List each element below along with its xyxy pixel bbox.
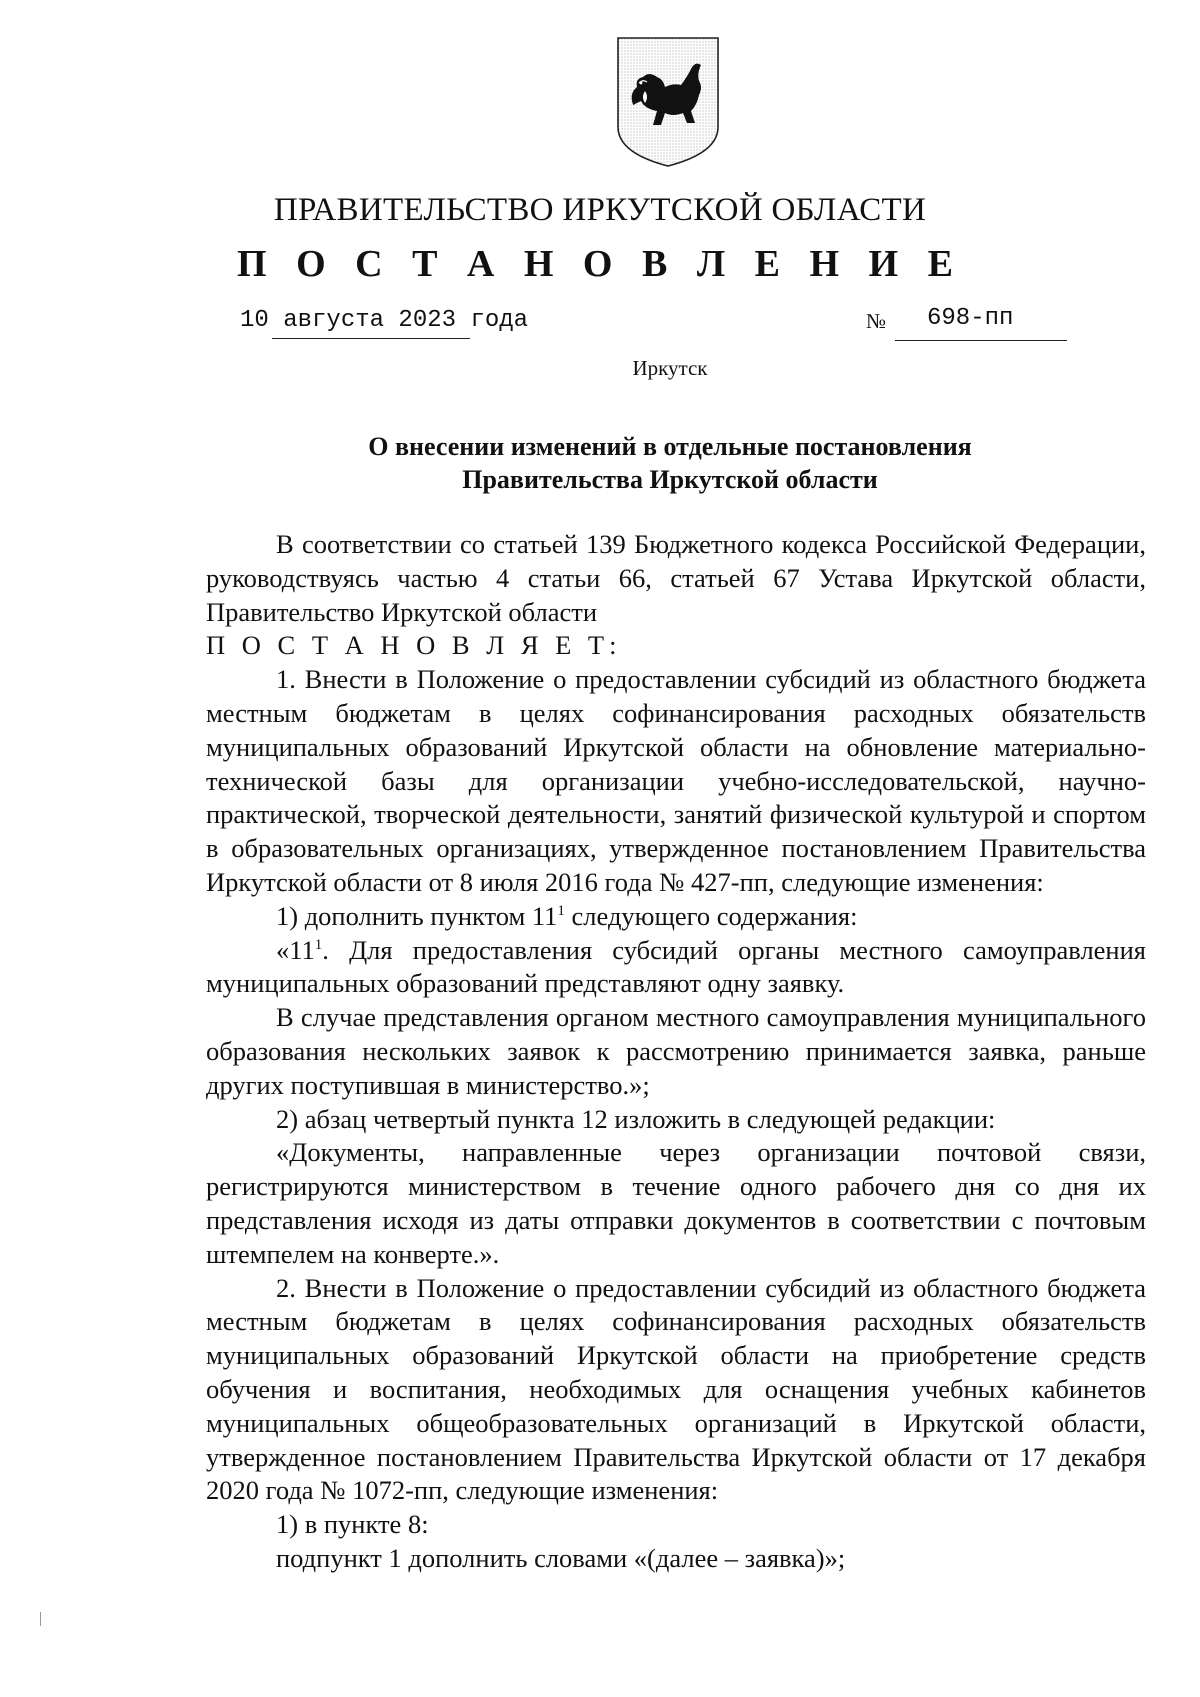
number-sign: № — [866, 309, 887, 333]
item-1-1-superscript: 1 — [557, 902, 565, 919]
title-line-1: О внесении изменений в отдельные постановления — [368, 432, 972, 461]
scan-edge-mark — [40, 1612, 41, 1626]
date-underline — [272, 338, 470, 339]
decree-word: П О С Т А Н О В Л Я Е Т: — [206, 630, 622, 661]
coat-of-arms-emblem — [615, 35, 721, 169]
title-line-2: Правительства Иркутской области — [462, 465, 878, 494]
item-2-1-paragraph: 1) в пункте 8: — [276, 1509, 429, 1540]
quote-3-paragraph: «Документы, направленные через организации почтовой связи, регистрируются министерством в течение одного рабочего дня со дня их представления исходя из даты отправки документов в соответствии с почтовым штемпелем на конверте.». — [206, 1137, 1146, 1269]
item-1-1-suffix: следующего содержания: — [564, 900, 858, 931]
item-1-1-prefix: 1) дополнить пунктом 11 — [276, 900, 558, 931]
document-type-heading: П О С Т А Н О В Л Е Н И Е — [237, 243, 963, 285]
item-1-paragraph: 1. Внести в Положение о предоставлении субсидий из областного бюджета местным бюджетам в целях софинансирования расходных обязательств муниципальных образований Иркутской области на обновление материально-технической базы для организации учебно-исследовательской, научно-практической, творческой деятельности, занятий физической культурой и спортом в образовательных организациях, утвержденное постановлением Правительства Иркутской области от 8 июля 2016 года № 427-пп, следующие изменения: — [206, 664, 1146, 897]
item-1-2-paragraph: 2) абзац четвертый пункта 12 изложить в следующей редакции: — [276, 1103, 996, 1134]
preamble-paragraph: В соответствии со статьей 139 Бюджетного кодекса Российской Федерации, руководствуясь частью 4 статьи 66, статьей 67 Устава Иркутской области, Правительство Иркутской области — [206, 529, 1146, 627]
quote-1-superscript: 1 — [314, 936, 323, 953]
government-name: ПРАВИТЕЛЬСТВО ИРКУТСКОЙ ОБЛАСТИ — [273, 192, 927, 228]
quote-2-paragraph: В случае представления органом местного самоуправления муниципального образования нескольких заявок к рассмотрению принимается заявка, раньше других поступившая в министерство.»; — [206, 1002, 1146, 1100]
document-title — [0, 430, 1200, 496]
number-underline — [895, 340, 1067, 341]
document-date: 10 августа 2023 года — [240, 307, 529, 334]
quote-1-prefix: «11 — [276, 934, 315, 965]
item-1-1-paragraph — [206, 900, 1146, 934]
document-number: 698-пп — [927, 305, 1014, 332]
document-body — [206, 528, 1146, 1576]
quote-1-suffix: . Для предоставления субсидий органы местного самоуправления муниципальных образований представляют одну заявку. — [206, 934, 1146, 999]
item-2-paragraph: 2. Внести в Положение о предоставлении субсидий из областного бюджета местным бюджетам в целях софинансирования расходных обязательств муниципальных образований Иркутской области на приобретение средств обучения и воспитания, необходимых для оснащения учебных кабинетов муниципальных общеобразовательных организаций в Иркутской области, утвержденное постановлением Правительства Иркутской области от 17 декабря 2020 года № 1072-пп, следующие изменения: — [206, 1272, 1146, 1506]
quote-1-paragraph — [206, 934, 1146, 1002]
city-name: Иркутск — [632, 356, 708, 380]
item-2-1-sub-paragraph: подпункт 1 дополнить словами «(далее – заявка)»; — [276, 1542, 846, 1573]
